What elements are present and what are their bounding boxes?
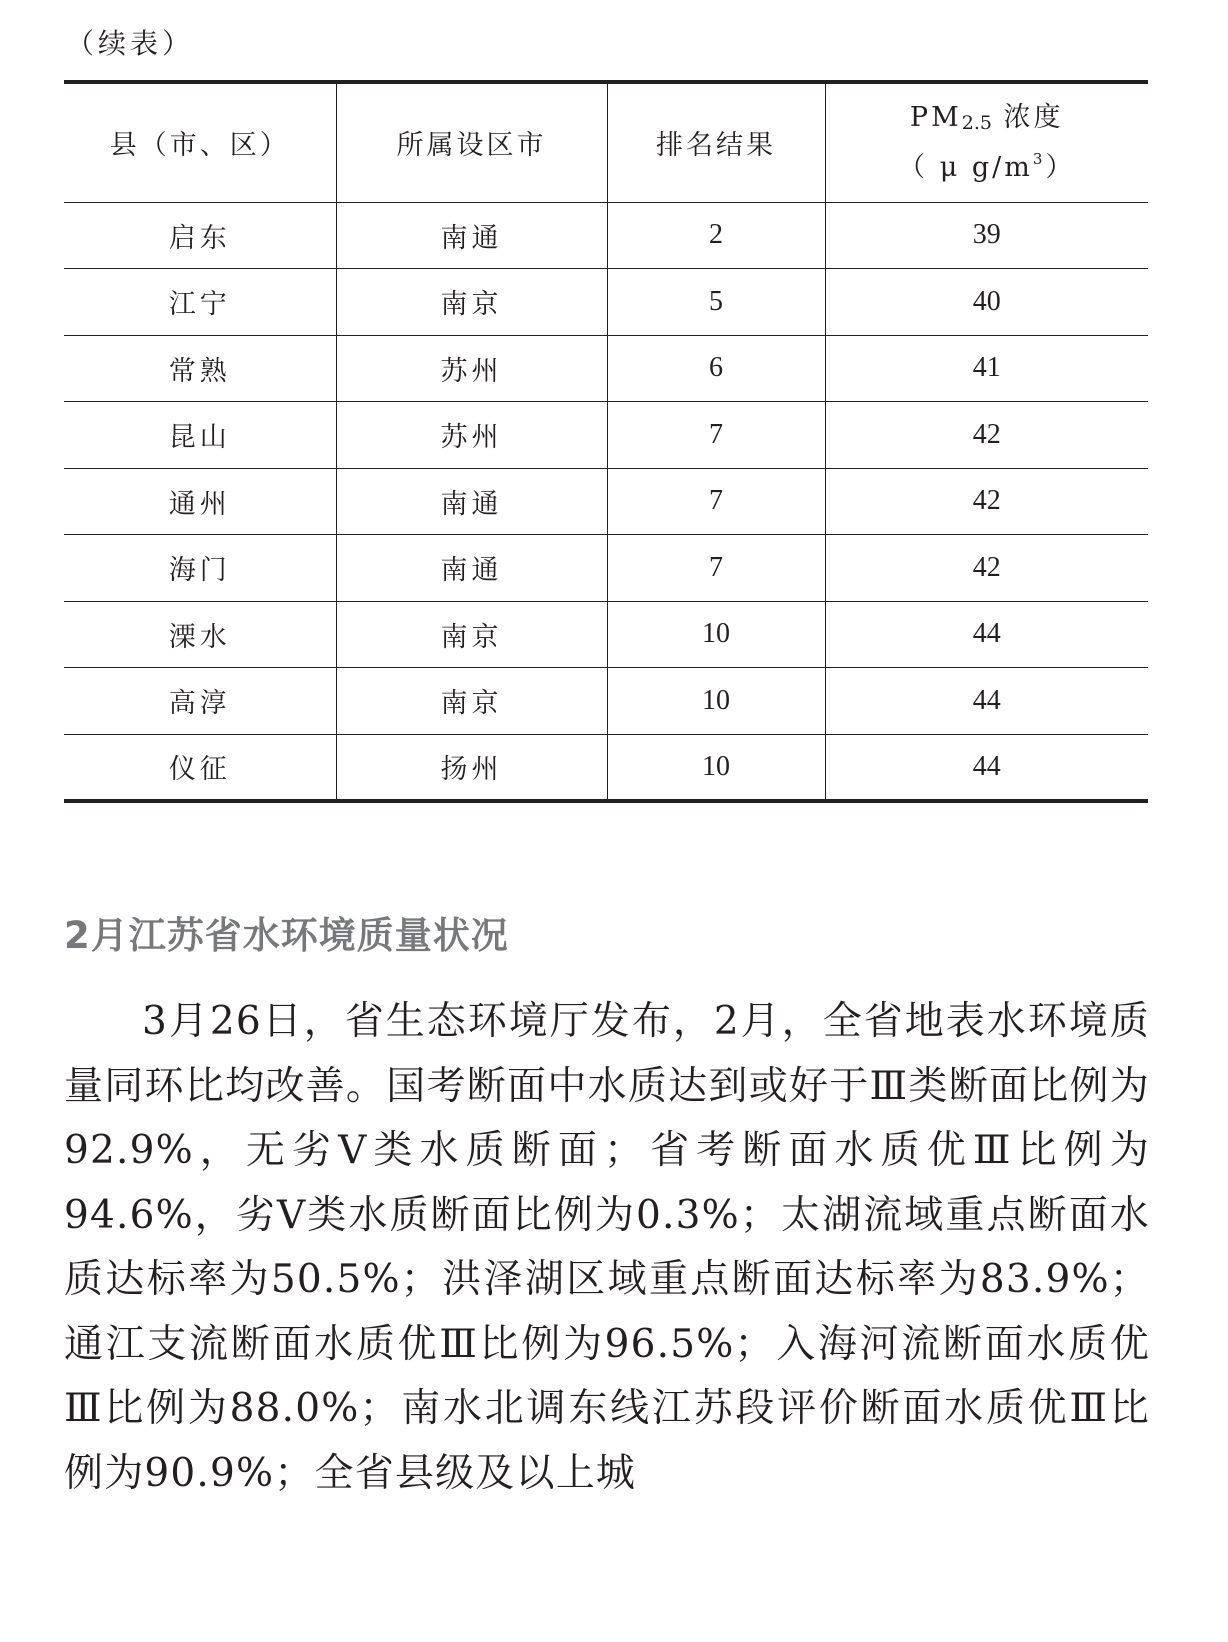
cell-pm25: 44 — [825, 601, 1148, 668]
cell-city: 南通 — [336, 535, 607, 602]
header-unit-post: ） — [1045, 151, 1076, 183]
cell-rank: 5 — [607, 269, 825, 336]
cell-city: 南京 — [336, 269, 607, 336]
cell-county: 高淳 — [64, 668, 336, 735]
cell-rank: 10 — [607, 734, 825, 801]
header-unit-pre: （ μ g/m — [898, 151, 1033, 183]
body-paragraph: 3月26日，省生态环境厅发布，2月，全省地表水环境质量同环比均改善。国考断面中水质达到或好于Ⅲ类断面比例为92.9%，无劣Ⅴ类水质断面；省考断面水质优Ⅲ比例为94.6%，劣Ⅴ类水质断面比例为0.3%；太湖流域重点断面水质达标率为50.5%；洪泽湖区域重点断面达标率为83.9%；通江支流断面水质优Ⅲ比例为96.5%；入海河流断面水质优Ⅲ比例为88.0%；南水北调东线江苏段评价断面水质优Ⅲ比例为90.9%；全省县级及以上城 — [64, 999, 1150, 1496]
cell-pm25: 40 — [825, 269, 1148, 336]
cell-rank: 10 — [607, 601, 825, 668]
header-city: 所属设区市 — [336, 82, 607, 202]
table-row — [64, 402, 1148, 469]
cell-county: 昆山 — [64, 402, 336, 469]
cell-city: 苏州 — [336, 402, 607, 469]
cell-county: 启东 — [64, 202, 336, 269]
header-pm-main: PM — [909, 101, 962, 133]
cell-pm25: 42 — [825, 535, 1148, 602]
continued-table-label: （续表） — [66, 27, 195, 60]
cell-pm25: 39 — [825, 202, 1148, 269]
table-row — [64, 601, 1148, 668]
table-header-row — [64, 82, 1148, 202]
table-row — [64, 734, 1148, 801]
cell-pm25: 42 — [825, 402, 1148, 469]
header-pm25-title — [826, 100, 1149, 141]
cell-county: 海门 — [64, 535, 336, 602]
cell-rank: 6 — [607, 335, 825, 402]
header-pm-sub: 2.5 — [961, 111, 992, 134]
cell-county: 常熟 — [64, 335, 336, 402]
cell-pm25: 44 — [825, 668, 1148, 735]
cell-county: 溧水 — [64, 601, 336, 668]
table-row — [64, 668, 1148, 735]
cell-rank: 10 — [607, 668, 825, 735]
header-pm25 — [825, 82, 1148, 202]
header-county: 县（市、区） — [64, 82, 336, 202]
cell-rank: 7 — [607, 402, 825, 469]
cell-city: 南京 — [336, 668, 607, 735]
header-pm25-unit — [826, 141, 1149, 186]
header-pm-word: 浓度 — [991, 101, 1064, 133]
cell-rank: 7 — [607, 468, 825, 535]
cell-city: 南通 — [336, 468, 607, 535]
cell-city: 苏州 — [336, 335, 607, 402]
cell-rank: 2 — [607, 202, 825, 269]
cell-city: 扬州 — [336, 734, 607, 801]
cell-county: 仪征 — [64, 734, 336, 801]
section-title: 2月江苏省水环境质量状况 — [64, 914, 509, 957]
table-row — [64, 535, 1148, 602]
header-unit-sup: 3 — [1032, 149, 1046, 168]
cell-pm25: 41 — [825, 335, 1148, 402]
cell-pm25: 42 — [825, 468, 1148, 535]
table-row — [64, 468, 1148, 535]
cell-county: 江宁 — [64, 269, 336, 336]
cell-county: 通州 — [64, 468, 336, 535]
cell-pm25: 44 — [825, 734, 1148, 801]
table-body — [64, 202, 1148, 801]
table-row — [64, 269, 1148, 336]
cell-city: 南通 — [336, 202, 607, 269]
header-rank: 排名结果 — [607, 82, 825, 202]
table-row — [64, 202, 1148, 269]
table-row — [64, 335, 1148, 402]
pm25-ranking-table — [64, 80, 1148, 803]
cell-city: 南京 — [336, 601, 607, 668]
cell-rank: 7 — [607, 535, 825, 602]
